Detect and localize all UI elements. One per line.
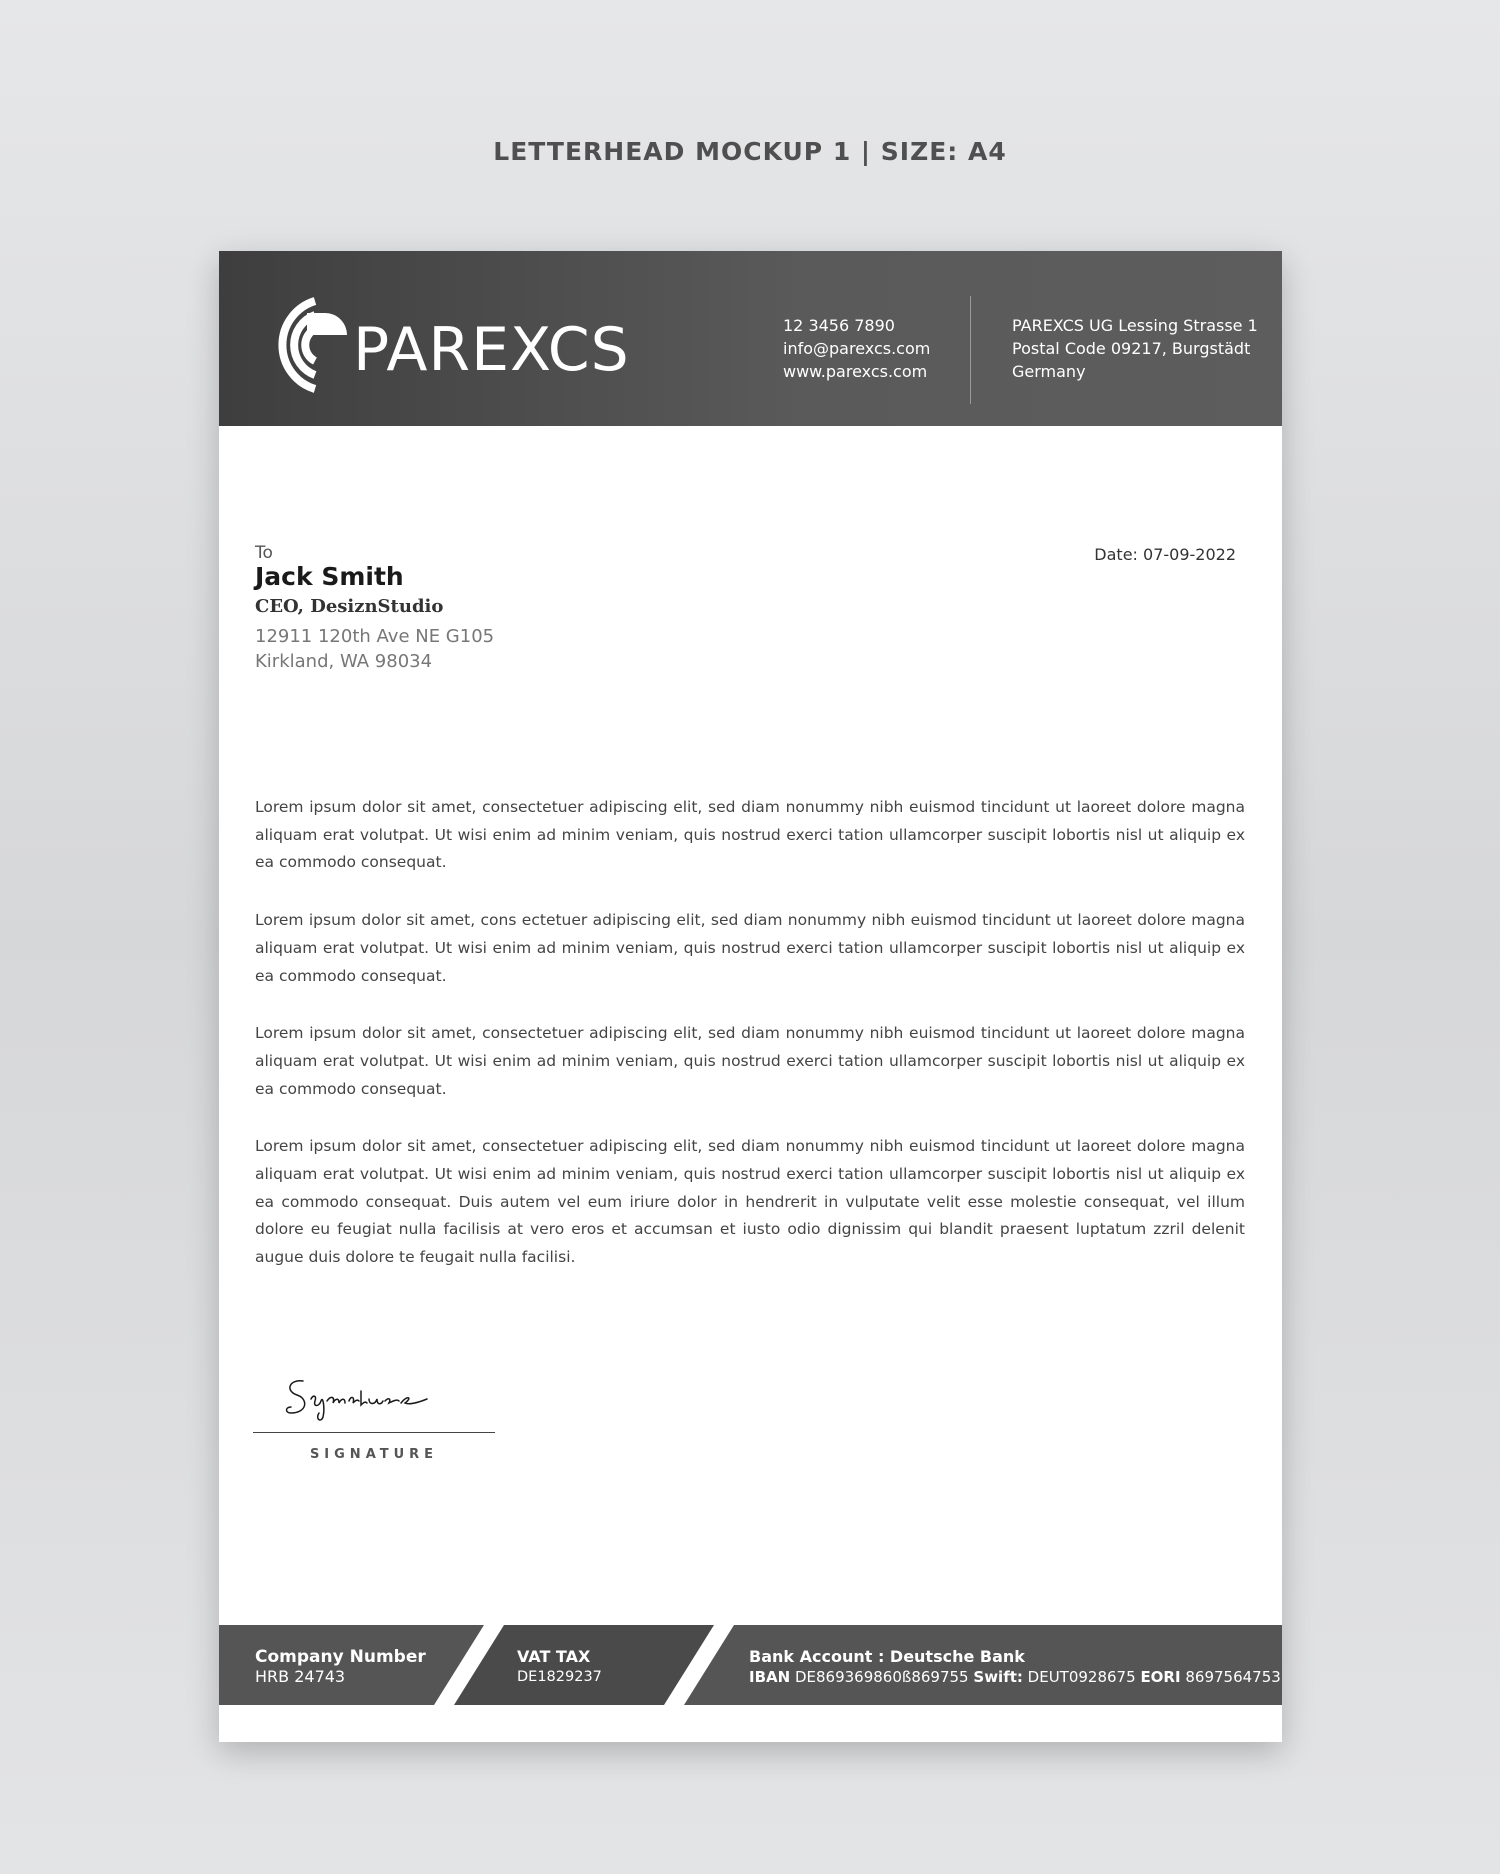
eori-label: EORI [1140, 1668, 1181, 1686]
address-line-2: Postal Code 09217, Burgstädt [1012, 339, 1251, 358]
swift: DEUT0928675 [1027, 1668, 1136, 1686]
swift-label: Swift: [973, 1668, 1023, 1686]
body-paragraph: Lorem ipsum dolor sit amet, cons ectetuer adipiscing elit, sed diam nonummy nibh euismod tincidunt ut laoreet dolore magna aliquam erat volutpat. Ut wisi enim ad minim veniam, quis nostrud exerci tation ullamcorper suscipit lobortis nisl ut aliquip ex ea commodo consequat. [255, 911, 1245, 985]
letterhead-footer [219, 1625, 1282, 1705]
company-number: HRB 24743 [255, 1667, 346, 1686]
vat-number: DE1829237 [517, 1669, 602, 1685]
iban-label: IBAN [749, 1668, 791, 1686]
bank-details [749, 1667, 1281, 1687]
body-paragraph: Lorem ipsum dolor sit amet, consectetuer adipiscing elit, sed diam nonummy nibh euismod tincidunt ut laoreet dolore magna aliquam erat volutpat. Ut wisi enim ad minim veniam, quis nostrud exerci tation ullamcorper suscipit lobortis nisl ut aliquip ex ea commodo consequat. Duis autem vel eum iriure dolor in hendrerit in vulputate velit esse molestie consequat, vel illum dolore eu feugiat nulla facilisis at vero eros et accumsan et iusto odio dignissim qui blandit praesent luptatum zzril delenit augue duis dolore te feugait nulla facilisi. [255, 1137, 1245, 1267]
company-name: PAREXCS [353, 315, 630, 385]
contact-block [783, 314, 930, 383]
body-paragraph: Lorem ipsum dolor sit amet, consectetuer adipiscing elit, sed diam nonummy nibh euismod tincidunt ut laoreet dolore magna aliquam erat volutpat. Ut wisi enim ad minim veniam, quis nostrud exerci tation ullamcorper suscipit lobortis nisl ut aliquip ex ea commodo consequat. [255, 798, 1245, 872]
parexcs-logo-icon [255, 293, 359, 397]
bank-block [749, 1647, 1281, 1687]
company-address [1012, 314, 1258, 383]
signature-label: SIGNATURE [309, 1447, 439, 1462]
vat-block [517, 1647, 602, 1687]
signature-line [253, 1432, 495, 1433]
letterhead-header [219, 251, 1282, 426]
recipient-address-line-1: 12911 120th Ave NE G105 [255, 626, 495, 647]
phone-number: 12 3456 7890 [783, 316, 895, 335]
letter-date: Date: 07-09-2022 [1094, 545, 1236, 564]
iban: DE869369860ß869755 [794, 1668, 969, 1686]
recipient-title: CEO, DesiznStudio [255, 596, 444, 617]
address-line-3: Germany [1012, 362, 1086, 381]
email-address: info@parexcs.com [783, 339, 931, 358]
recipient-block [255, 544, 494, 674]
website: www.parexcs.com [783, 362, 928, 381]
to-label: To [255, 543, 273, 563]
recipient-address-line-2: Kirkland, WA 98034 [255, 651, 433, 672]
address-line-1: PAREXCS UG Lessing Strasse 1 [1012, 316, 1258, 335]
letter-body [255, 794, 1245, 1302]
company-number-label: Company Number [255, 1647, 426, 1667]
bank-label: Bank Account : Deutsche Bank [749, 1647, 1025, 1666]
letterhead-page [219, 251, 1282, 1742]
eori: 8697564753 [1185, 1668, 1281, 1686]
recipient-name: Jack Smith [255, 562, 404, 591]
body-paragraph: Lorem ipsum dolor sit amet, consectetuer adipiscing elit, sed diam nonummy nibh euismod tincidunt ut laoreet dolore magna aliquam erat volutpat. Ut wisi enim ad minim veniam, quis nostrud exerci tation ullamcorper suscipit lobortis nisl ut aliquip ex ea commodo consequat. [255, 1024, 1245, 1098]
company-number-block [255, 1647, 426, 1687]
header-divider [970, 296, 971, 404]
vat-label: VAT TAX [517, 1647, 591, 1666]
mockup-title: LETTERHEAD MOCKUP 1 | SIZE: A4 [493, 137, 1007, 166]
recipient-address [255, 624, 494, 674]
handwritten-signature [281, 1373, 431, 1423]
